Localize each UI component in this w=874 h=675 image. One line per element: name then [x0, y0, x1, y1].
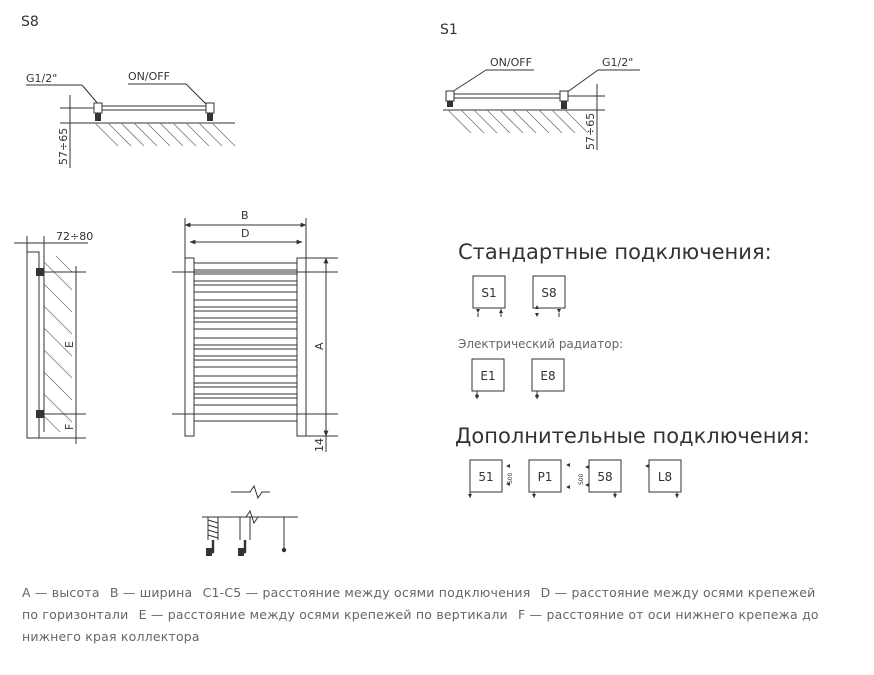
option-e8[interactable] [532, 359, 564, 399]
option-l8[interactable] [645, 460, 681, 498]
option-s1[interactable] [473, 276, 505, 317]
s8-g12-label: G1/2" [26, 72, 58, 85]
legend-caption [22, 582, 822, 648]
s8-title: S8 [21, 14, 39, 30]
s8-connection-diagram [21, 14, 235, 168]
legend-d: D — расстояние между осями крепежей по горизонтали [22, 585, 816, 622]
svg-text:E8: E8 [540, 369, 556, 383]
front-d-label: D [241, 227, 250, 240]
option-p1[interactable] [529, 460, 570, 498]
option-58[interactable] [578, 460, 621, 498]
side-e-label: E [63, 341, 76, 348]
s8-onoff-label: ON/OFF [128, 70, 170, 83]
additional-title: Дополнительные подключения: [455, 424, 810, 448]
standard-title: Стандартные подключения: [458, 240, 772, 264]
svg-text:S8: S8 [541, 286, 557, 300]
side-depth-label: 72÷80 [56, 230, 94, 243]
s1-title: S1 [440, 22, 458, 38]
legend-b: B — ширина [109, 585, 193, 600]
front-b-label: B [241, 209, 249, 222]
svg-text:L8: L8 [657, 470, 673, 484]
s1-g12-label: G1/2" [602, 56, 634, 69]
connection-detail-diagram [202, 486, 298, 556]
s1-onoff-label: ON/OFF [490, 56, 532, 69]
legend-e: E — расстояние между осями крепежей по вертикали [138, 607, 508, 622]
option-51[interactable] [468, 460, 514, 498]
s8-dim-label: 57÷65 [57, 127, 70, 165]
standard-connections-section [458, 240, 772, 317]
additional-connections-section [455, 424, 810, 498]
front-a-label: A [313, 342, 326, 350]
svg-text:58: 58 [597, 470, 613, 484]
front-bottom-label: 14 [313, 438, 326, 452]
electric-title: Электрический радиатор: [458, 337, 624, 351]
svg-text:E1: E1 [480, 369, 496, 383]
svg-text:P1: P1 [537, 470, 553, 484]
option-51-note: S00 [507, 472, 514, 484]
front-view-diagram [172, 209, 338, 452]
legend-c: C1-C5 — расстояние между осями подключения [202, 585, 531, 600]
svg-text:S1: S1 [481, 286, 497, 300]
electric-radiator-section [458, 337, 623, 399]
legend-f: F — расстояние от оси нижнего крепежа до нижнего края коллектора [22, 607, 819, 644]
option-58-note: S00 [578, 473, 585, 485]
option-s8[interactable] [533, 276, 565, 317]
s1-dim-label: 57÷65 [584, 112, 597, 150]
side-view-diagram [14, 230, 93, 444]
legend-a: A — высота [22, 585, 100, 600]
side-f-label: F [63, 423, 76, 430]
svg-text:51: 51 [478, 470, 494, 484]
option-e1[interactable] [472, 359, 504, 399]
s1-connection-diagram [440, 22, 640, 150]
